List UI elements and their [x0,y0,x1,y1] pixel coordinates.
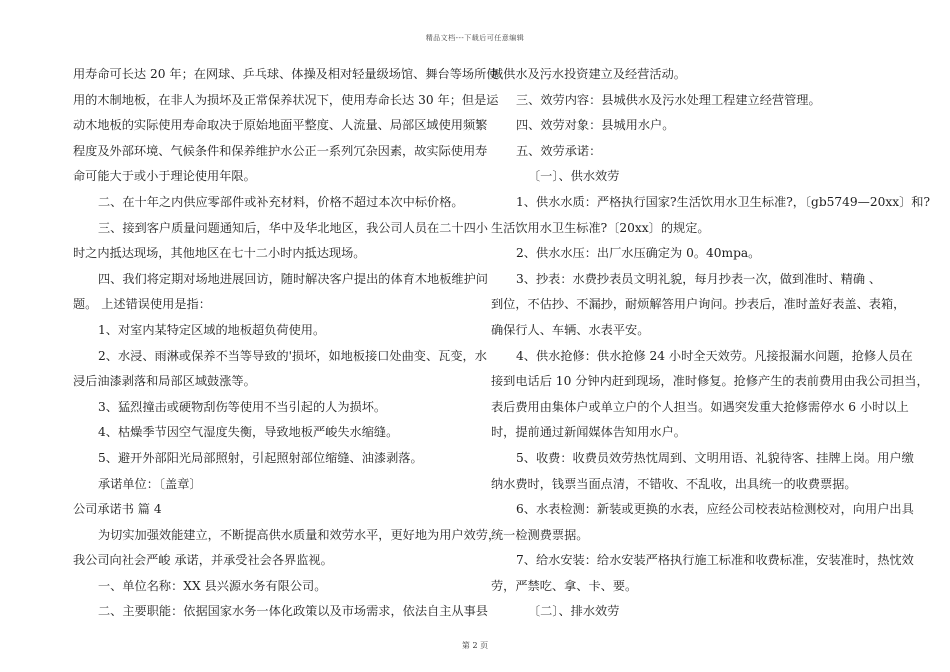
section-subtitle: 〔一〕、供水效劳 [528,169,620,184]
paragraph-line: 到位，不估抄、不漏抄，耐烦解答用户询问。抄表后，准时盖好表盖、表箱， [491,297,906,312]
paragraph-line: 统一检测费票据。 [491,527,589,542]
list-item: 7、给水安装：给水安装严格执行施工标准和收费标准，安装准时，热忱效 [516,553,914,568]
paragraph-line: 三、接到客户质量问题通知后，华中及华北地区，我公司人员在二十四小 [98,220,488,235]
list-item: 4、枯燥季节因空气湿度失衡，导致地板严峻失水缩缝。 [98,425,399,440]
paragraph-line: 表后费用由集体户或单立户的个人担当。如遇突发重大抢修需停水 6 小时以上 [491,399,909,414]
paragraph-line: 程度及外部环境、气候条件和保养维护水公正一系列冗杂因素，故实际使用寿 [73,143,488,158]
paragraph-line: 动木地板的实际使用寿命取决于原始地面平整度、人流量、局部区域使用频繁 [73,118,488,133]
paragraph-line: 二、在十年之内供应零部件或补充材料，价格不超过本次中标价格。 [98,194,464,209]
paragraph-line: 劳，严禁吃、拿、卡、要。 [491,578,638,593]
paragraph-line: 二、主要职能：依据国家水务一体化政策以及市场需求，依法自主从事县 [98,604,488,619]
right-column [491,62,931,625]
section-subtitle: 〔二〕、排水效劳 [528,604,620,619]
list-item: 3、抄表：水费抄表员文明礼貌，每月抄表一次，做到准时、精确 、 [516,271,882,286]
paragraph-line: 三、效劳内容：县城供水及污水处理工程建立经营管理。 [516,92,821,107]
list-item: 3、猛烈撞击或硬物刮伤等使用不当引起的人为损坏。 [98,399,387,414]
paragraph-line: 浸后油漆剥落和局部区域鼓涨等。 [73,374,256,389]
list-item: 2、供水水压：出厂水压确定为 0。40mpa。 [516,246,761,261]
page-number: 第 2 页 [461,641,489,650]
paragraph-line: 用的木制地板，在非人为损坏及正常保养状况下，使用寿命长达 30 年；但是运 [73,92,499,107]
paragraph-line: 纳水费时，钱票当面点清，不错收、不乱收，出具统一的收费票据。 [491,476,857,491]
paragraph-line: 生活饮用水卫生标准?〔20xx〕的规定。 [491,220,710,235]
paragraph-line: 为切实加强效能建立，不断提高供水质量和效劳水平，更好地为用户效劳， [98,527,501,542]
paragraph-line: 五、效劳承诺： [516,143,602,158]
list-item: 5、避开外部阳光局部照射，引起照射部位缩缝、油漆剥落。 [98,450,423,465]
paragraph-line: 确保行人、车辆、水表平安。 [491,322,650,337]
paragraph-line: 我公司向社会严峻 承诺，并承受社会各界监视。 [73,553,333,568]
paragraph-line: 四、我们将定期对场地进展回访，随时解决客户提出的体育木地板维护问 [98,271,488,286]
paragraph-line: 一、单位名称：XX 县兴源水务有限公司。 [98,578,327,593]
list-item: 5、收费：收费员效劳热忱周到、文明用语、礼貌待客、挂牌上岗。用户缴 [516,450,914,465]
list-item: 2、水浸、雨淋或保养不当等导致的'损坏，如地板接口处曲变、瓦变，水 [98,348,487,363]
page-header: 精品文档---下载后可任意编辑 [425,34,525,42]
left-column [73,62,501,625]
paragraph-line: 时之内抵达现场，其他地区在七十二小时内抵达现场。 [73,246,366,261]
list-item: 1、供水水质：严格执行国家?生活饮用水卫生标准?，〔gb5749—20xx〕和? [516,194,931,209]
section-title: 公司承诺书 篇 4 [73,502,162,517]
paragraph-line: 命可能大于或小于理论使用年限。 [73,169,256,184]
list-item: 6、水表检测：新装或更换的水表，应经公司校表站检测校对，向用户出具 [516,502,914,517]
paragraph-line: 用寿命可长达 20 年；在网球、乒乓球、体操及相对轻量级场馆、舞台等场所使 [73,67,499,81]
paragraph-line: 时，提前通过新闻媒体告知用水户。 [491,425,686,440]
paragraph-line: 题。 上述错误使用是指： [73,297,211,312]
list-item: 1、对室内某特定区域的地板超负荷使用。 [98,322,326,337]
signature-line: 承诺单位：〔盖章〕 [98,476,202,491]
paragraph-line: 四、效劳对象：县城用水户。 [516,118,675,133]
paragraph-line: 接到电话后 10 分钟内赶到现场，准时修复。抢修产生的表前费用由我公司担当， [491,374,929,389]
list-item: 4、供水抢修：供水抢修 24 小时全天效劳。凡接报漏水问题，抢修人员在 [516,348,913,363]
paragraph-line: 城供水及污水投资建立及经营活动。 [491,67,686,81]
